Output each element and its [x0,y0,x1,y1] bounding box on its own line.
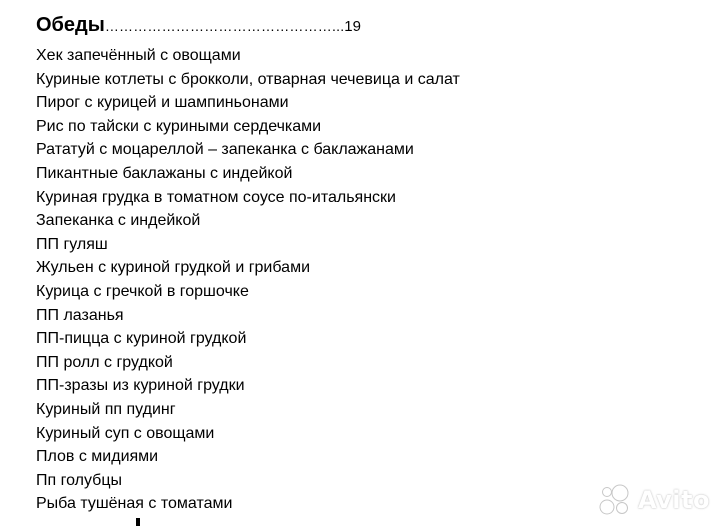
document-page [36,14,720,526]
list-item: Куриный пп пудинг [36,400,176,418]
list-item: Курица с гречкой в горшочке [36,282,249,300]
list-item: Куриная грудка в томатном соусе по-итальянски [36,188,396,206]
section-heading [36,14,720,44]
list-item: Куриный суп с овощами [36,424,215,442]
list-item: ПП-пицца с куриной грудкой [36,330,247,348]
list-item: Рыба тушёная с томатами [36,495,233,513]
watermark-text: Avito [637,486,710,514]
dot-leader: …………………………………………... [104,18,345,34]
list-item: ПП гуляш [36,235,108,253]
list-item: Жульен с куриной грудкой и грибами [36,259,310,277]
list-item: Пикантные баклажаны с индейкой [36,164,293,182]
cut-off-line [36,516,720,526]
list-item: ПП лазанья [36,306,124,324]
list-item: ПП ролл с грудкой [36,353,173,371]
list-item: Запеканка с индейкой [36,212,201,230]
list-item: Пирог с курицей и шампиньонами [36,94,289,112]
list-item: Куриные котлеты с брокколи, отварная чечевица и салат [36,70,460,88]
recipe-list [36,44,720,516]
page-number: 19 [344,18,361,35]
list-item: Пп голубцы [36,471,122,489]
list-item: Рататуй с моцареллой – запеканка с баклажанами [36,141,414,159]
list-item: Плов с мидиями [36,448,159,466]
avito-watermark [598,483,710,517]
avito-logo-icon [598,483,632,517]
list-item: Хек запечённый с овощами [36,47,241,64]
list-item: ПП-зразы из куриной грудки [36,377,245,395]
list-item: Рис по тайски с куриными сердечками [36,117,322,135]
section-title: Обеды [36,14,105,36]
